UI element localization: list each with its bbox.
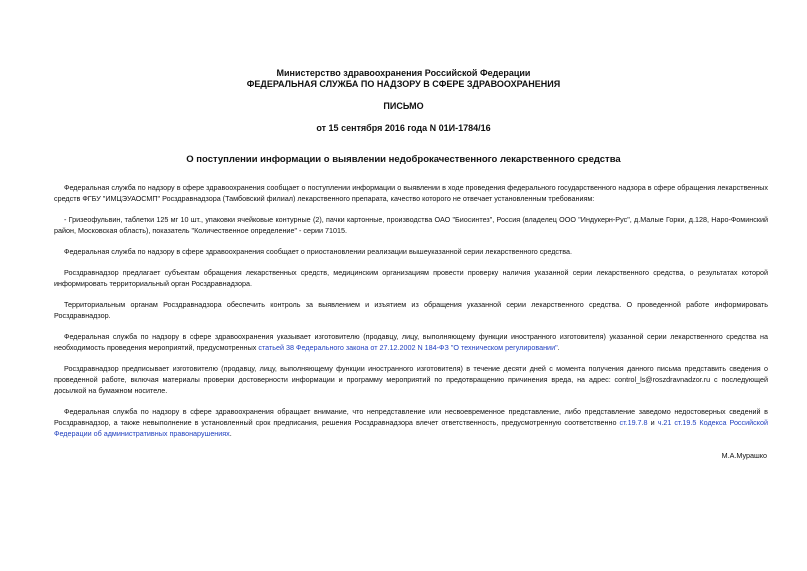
paragraph-8-text: Федеральная служба по надзору в сфере здравоохранения обращает внимание, что непредставление или несвоевременное представление, либо представление заведомо недостоверных сведений в Росздравнадзор, а также невыполнение в установленный срок предписания, решения Росздравнадзора влечет ответственность, предусмотренную соответственно xyxy=(54,407,768,427)
article-19-7-8-link[interactable]: ст.19.7.8 xyxy=(619,418,648,427)
document-subject: О поступлении информации о выявлении недоброкачественного лекарственного средства xyxy=(186,154,621,165)
signature: М.А.Мурашко xyxy=(721,451,767,460)
paragraph-2: - Гризеофульвин, таблетки 125 мг 10 шт., упаковки ячейковые контурные (2), пачки картонные, производства ОАО "Биосинтез", Россия (владелец ООО "Индукерн-Рус", д.Малые Горки, д.128, Наро-Фоминский район, Московская область), показатель "Количественное определение" - серии 71015. xyxy=(54,215,768,235)
paragraph-8-mid: и xyxy=(647,418,658,427)
paragraph-1: Федеральная служба по надзору в сфере здравоохранения сообщает о поступлении информации о выявлении в ходе проведения федерального государственного надзора в сфере обращения лекарственных средств ФГБУ "ИМЦЭУАОСМП" Росздравнадзора (Тамбовский филиал) лекарственного препарата, качество которого не отвечает установленным требованиям: xyxy=(54,183,768,203)
article-19-5-koap-link[interactable]: ч.21 ст.19.5 Кодекса Российской Федерации об административных правонарушениях xyxy=(54,418,768,438)
document-body xyxy=(54,182,768,449)
paragraph-8-end: . xyxy=(229,429,232,438)
law-184-fz-link[interactable]: статьей 38 Федерального закона от 27.12.2002 N 184-ФЗ "О техническом регулировании" xyxy=(258,343,558,352)
document-header xyxy=(0,68,807,90)
ministry-name: Министерство здравоохранения Российской Федерации xyxy=(276,68,531,78)
service-name: ФЕДЕРАЛЬНАЯ СЛУЖБА ПО НАДЗОРУ В СФЕРЕ ЗДРАВООХРАНЕНИЯ xyxy=(246,79,561,89)
document-date-number: от 15 сентября 2016 года N 01И-1784/16 xyxy=(316,123,491,133)
paragraph-8 xyxy=(54,406,768,439)
paragraph-5: Территориальным органам Росздравнадзора обеспечить контроль за выявлением и изъятием из обращения указанной серии лекарственного средства. О проведенной работе информировать Росздравнадзор. xyxy=(54,300,768,320)
paragraph-6 xyxy=(54,331,768,353)
paragraph-3: Федеральная служба по надзору в сфере здравоохранения сообщает о приостановлении реализации вышеуказанной серии лекарственного средства. xyxy=(64,247,573,256)
paragraph-7: Росздравнадзор предписывает изготовителю (продавцу, лицу, выполняющему функции иностранного изготовителя) в течение десяти дней с момента получения данного письма представить сведения о проведенной работе, включая материалы проверки достоверности информации и программу мероприятий по предотвращению причинения вреда, на адрес: control_ls@roszdravnadzor.ru с последующей досылкой на бумажном носителе. xyxy=(54,364,768,395)
paragraph-4: Росздравнадзор предлагает субъектам обращения лекарственных средств, медицинским организациям провести проверку наличия указанной серии лекарственного средства, о результатах которой информировать территориальный орган Росздравнадзора. xyxy=(54,268,768,288)
paragraph-6-text: Федеральная служба по надзору в сфере здравоохранения указывает изготовителю (продавцу, лицу, выполняющему функции иностранного изготовителя) указанной серии лекарственного средства на необходимость проведения мероприятий, предусмотренных xyxy=(54,332,768,352)
paragraph-6-end: . xyxy=(557,343,560,352)
document-type: ПИСЬМО xyxy=(383,101,424,111)
